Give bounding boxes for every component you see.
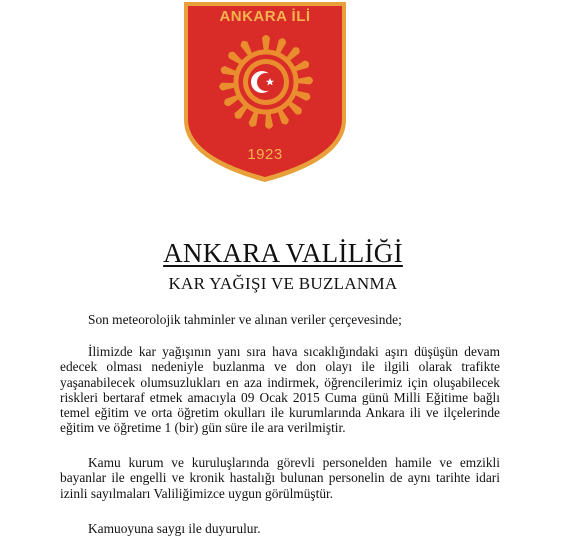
- document-title: ANKARA VALİLİĞİ: [163, 238, 403, 268]
- emblem-year: 1923: [247, 146, 283, 163]
- emblem-top-text: ANKARA İLİ: [219, 8, 311, 25]
- ankara-emblem: [182, 0, 348, 184]
- paragraph-announcement: İlimizde kar yağışının yanı sıra hava sıcaklığındaki aşırı düşüşün devam edecek olması nedeniyle buzlanma ve don olayı ile ilgili olarak trafikte yaşanabilecek olumsuzlukları en aza indirmek, öğrencilerimiz için oluşabilecek riskleri bertaraf etmek amacıyla 09 Ocak 2015 Cuma günü Milli Eğitime bağlı temel eğitim ve orta öğretim okulları ile kurumlarında Ankara ili ve ilçelerinde eğitim ve öğretime 1 (bir) gün süre ile ara verilmiştir.: [60, 344, 500, 436]
- paragraph-intro: Son meteorolojik tahminler ve alınan veriler çerçevesinde;: [88, 312, 402, 327]
- paragraph-closing: Kamuoyuna saygı ile duyurulur.: [88, 521, 261, 536]
- paragraph-leave: Kamu kurum ve kuruluşlarında görevli personelden hamile ve emzikli bayanlar ile engelli ve kronik hastalığı bulunan personelin de aynı tarihte idari izinli sayılmaları Valiliğimizce uygun görülmüştür.: [60, 455, 500, 501]
- document-subtitle: KAR YAĞIŞI VE BUZLANMA: [168, 274, 398, 293]
